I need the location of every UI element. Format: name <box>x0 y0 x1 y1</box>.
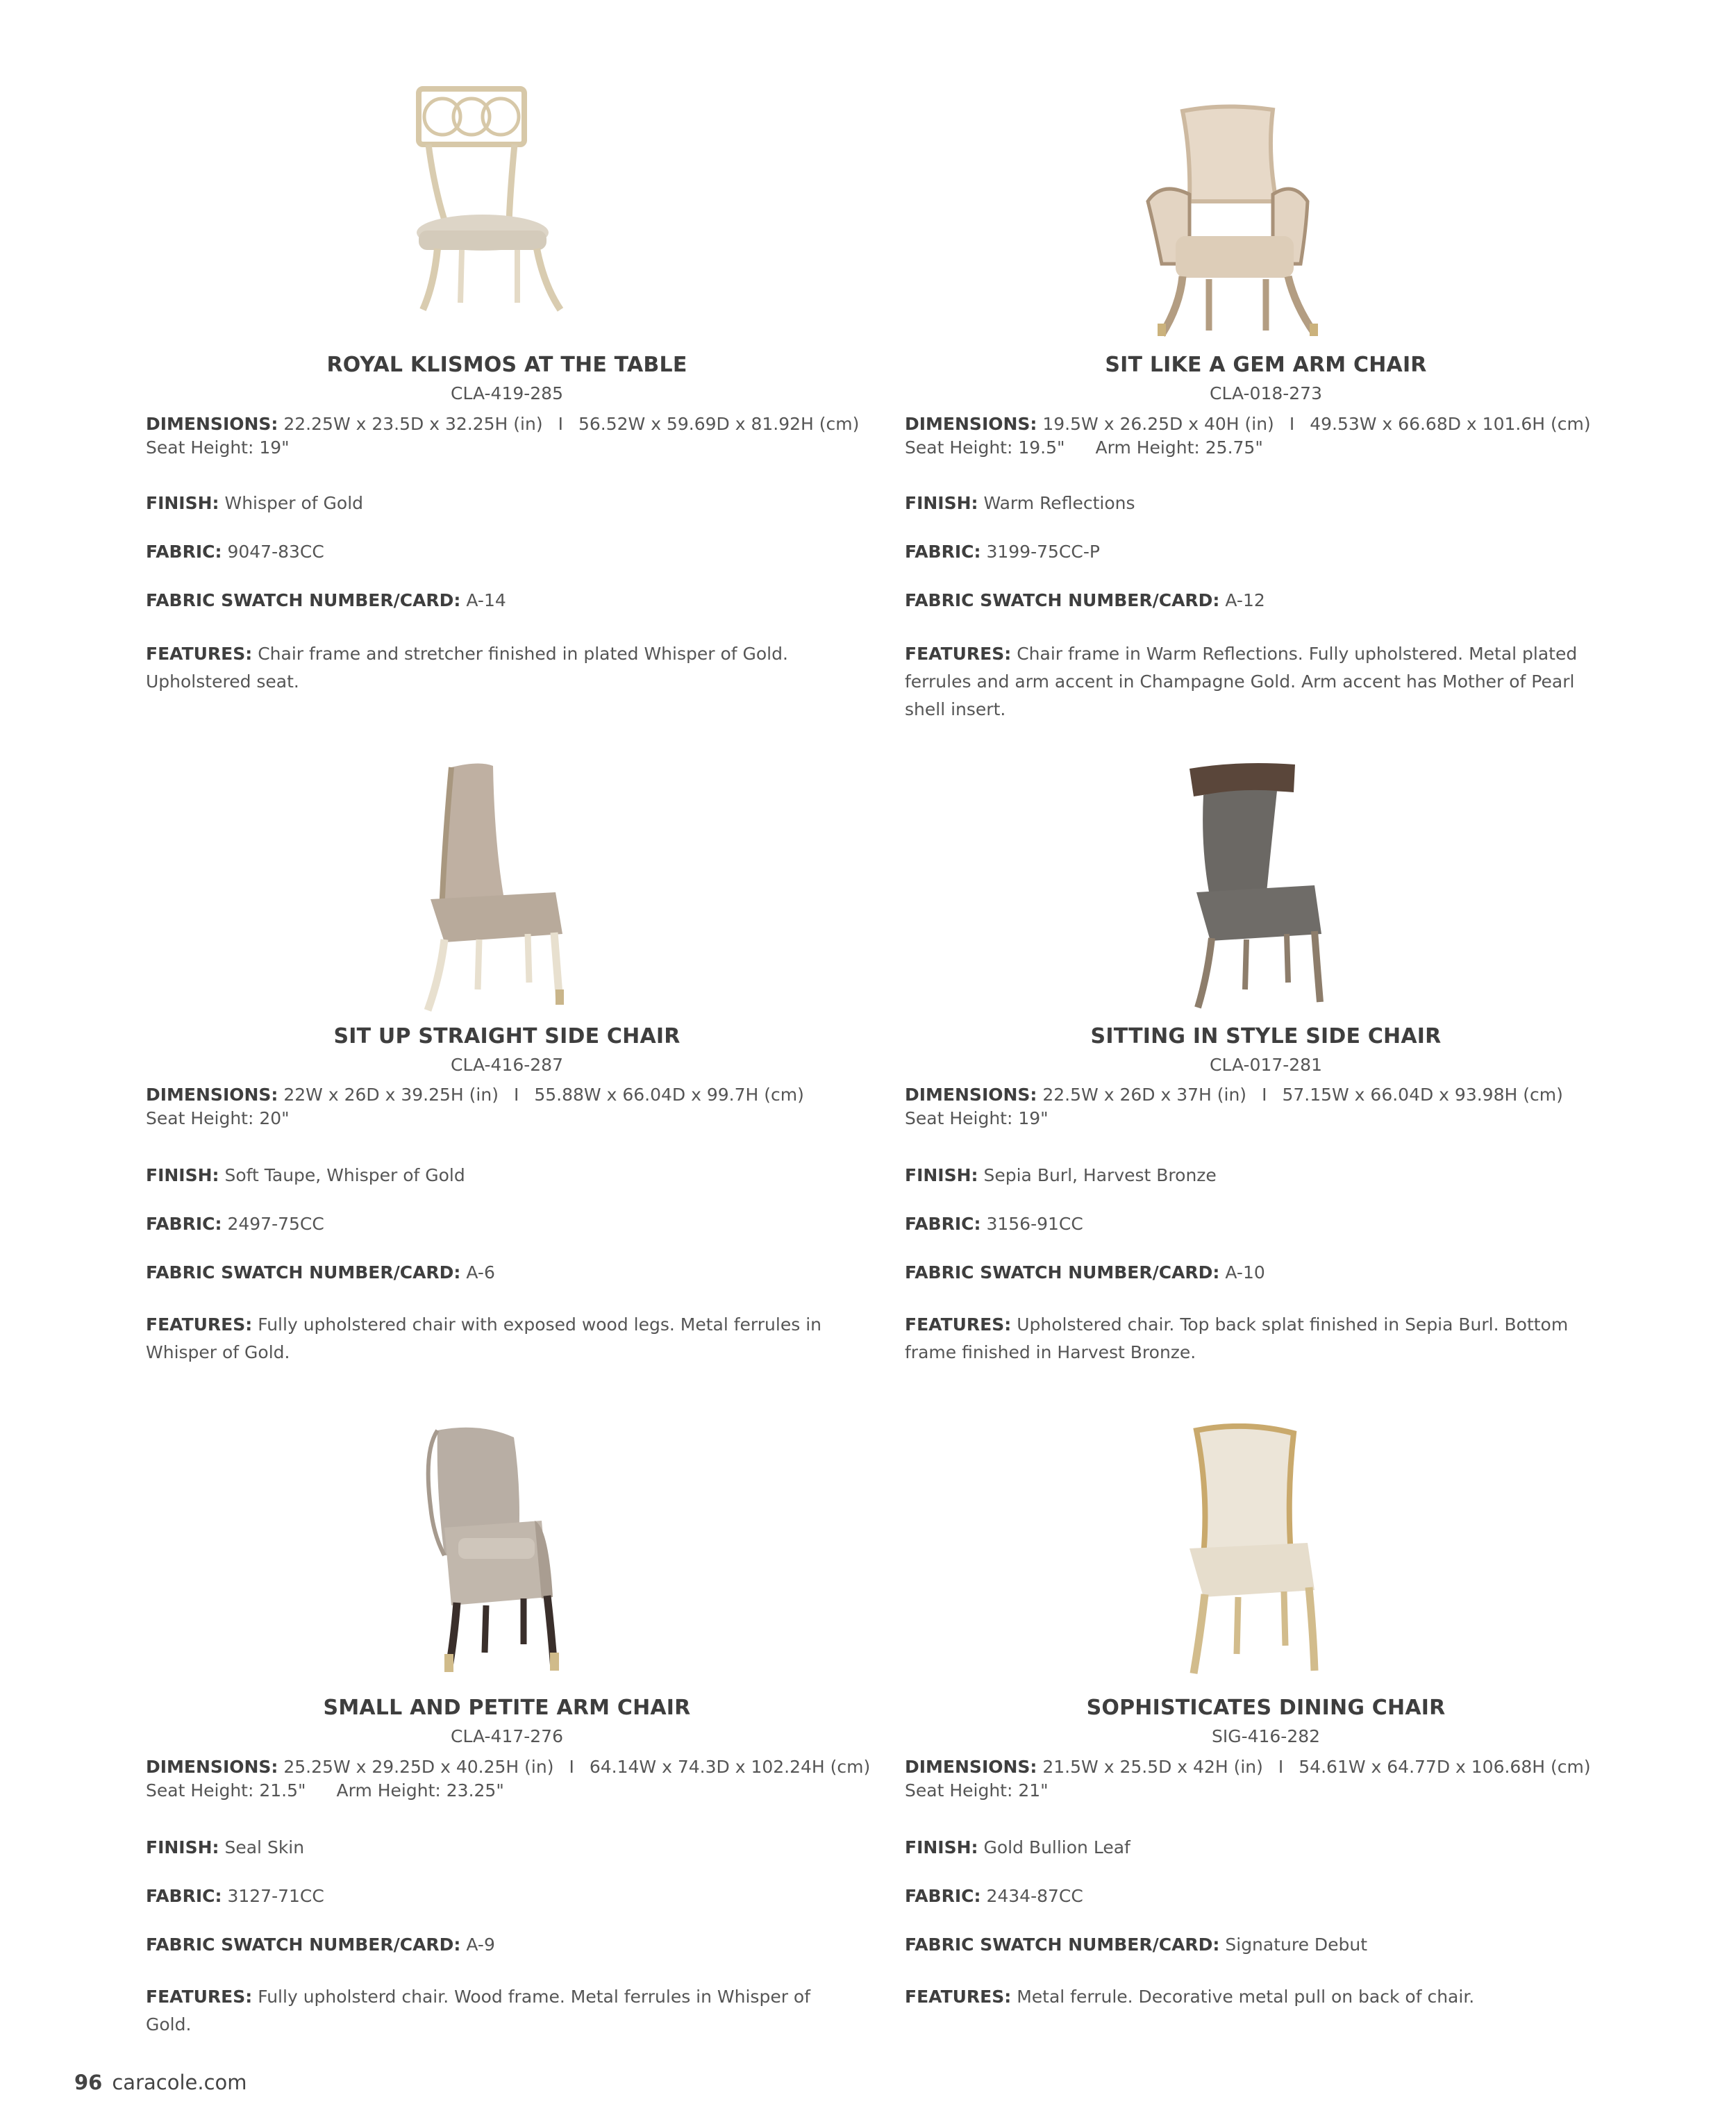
swatch-label: FABRIC SWATCH NUMBER/CARD: <box>905 590 1220 610</box>
finish-label: FINISH: <box>905 1837 978 1857</box>
dimensions-inches: 25.25W x 29.25D x 40.25H (in) <box>283 1757 554 1777</box>
height-row <box>146 1779 504 1803</box>
sitting-in-style-chair-image <box>1148 760 1335 1014</box>
dimensions-cm: 57.15W x 66.04D x 93.98H (cm) <box>1282 1085 1563 1105</box>
dimensions-row <box>905 1083 1563 1107</box>
product-image-area <box>146 76 868 312</box>
swatch-row <box>146 1933 495 1957</box>
dimensions-cm: 54.61W x 64.77D x 106.68H (cm) <box>1299 1757 1591 1777</box>
swatch-row <box>146 1261 495 1285</box>
seat-height: Seat Height: 19.5" <box>905 437 1065 458</box>
swatch-label: FABRIC SWATCH NUMBER/CARD: <box>146 1935 461 1955</box>
features-row <box>146 640 840 696</box>
height-row <box>146 1107 290 1130</box>
product-image-area <box>146 1423 868 1687</box>
fabric-value: 2434-87CC <box>986 1886 1083 1906</box>
fabric-row <box>146 1885 324 1908</box>
product-title: SMALL AND PETITE ARM CHAIR <box>323 1696 691 1720</box>
dimensions-cm: 55.88W x 66.04D x 99.7H (cm) <box>534 1085 804 1105</box>
seat-height: Seat Height: 21.5" <box>146 1780 306 1801</box>
finish-value: Whisper of Gold <box>224 493 364 513</box>
height-row <box>905 1779 1049 1803</box>
finish-row <box>905 492 1135 515</box>
page-footer <box>74 2071 247 2094</box>
fabric-row <box>905 1212 1083 1236</box>
features-row <box>905 1983 1599 2011</box>
finish-label: FINISH: <box>146 1837 219 1857</box>
height-row <box>146 436 290 460</box>
finish-label: FINISH: <box>905 1165 978 1185</box>
finish-value: Warm Reflections <box>983 493 1135 513</box>
finish-value: Seal Skin <box>224 1837 305 1857</box>
swatch-value: A-6 <box>466 1262 495 1283</box>
dimensions-inches: 22.25W x 23.5D x 32.25H (in) <box>283 414 543 434</box>
product-title: SIT UP STRAIGHT SIDE CHAIR <box>333 1024 681 1049</box>
fabric-row <box>146 1212 324 1236</box>
swatch-row <box>905 1933 1367 1957</box>
features-text: Metal ferrule. Decorative metal pull on back of chair. <box>1017 1987 1475 2007</box>
features-text: Chair frame and stretcher finished in plated Whisper of Gold. Upholstered seat. <box>146 644 788 692</box>
features-text: Fully upholsterd chair. Wood frame. Metal ferrules in Whisper of Gold. <box>146 1987 811 2035</box>
features-label: FEATURES: <box>905 1987 1012 2007</box>
fabric-label: FABRIC: <box>146 1886 222 1906</box>
dimensions-cm: 64.14W x 74.3D x 102.24H (cm) <box>589 1757 871 1777</box>
product-title: ROYAL KLISMOS AT THE TABLE <box>326 353 687 377</box>
dimensions-inches: 19.5W x 26.25D x 40H (in) <box>1042 414 1274 434</box>
fabric-value: 2497-75CC <box>227 1214 324 1234</box>
separator: I <box>569 1757 574 1777</box>
finish-row <box>905 1836 1130 1860</box>
finish-label: FINISH: <box>146 1165 219 1185</box>
product-sku: CLA-419-285 <box>451 383 563 403</box>
features-row <box>905 1311 1599 1367</box>
dimensions-label: DIMENSIONS: <box>146 414 278 434</box>
page-number: 96 <box>74 2071 103 2094</box>
features-label: FEATURES: <box>905 1314 1012 1335</box>
features-row <box>146 1311 840 1367</box>
features-label: FEATURES: <box>146 1314 253 1335</box>
finish-row <box>146 492 363 515</box>
arm-height: Arm Height: 25.75" <box>1095 437 1263 458</box>
fabric-label: FABRIC: <box>905 542 981 562</box>
seat-height: Seat Height: 21" <box>905 1780 1049 1801</box>
finish-value: Gold Bullion Leaf <box>983 1837 1130 1857</box>
finish-row <box>905 1164 1217 1187</box>
fabric-value: 9047-83CC <box>227 542 324 562</box>
features-text: Fully upholstered chair with exposed wood legs. Metal ferrules in Whisper of Gold. <box>146 1314 821 1362</box>
product-title: SITTING IN STYLE SIDE CHAIR <box>1090 1024 1442 1049</box>
dimensions-row <box>146 1755 870 1779</box>
fabric-label: FABRIC: <box>905 1214 981 1234</box>
swatch-value: Signature Debut <box>1225 1935 1368 1955</box>
swatch-row <box>905 1261 1265 1285</box>
features-text: Upholstered chair. Top back splat finished in Sepia Burl. Bottom frame finished in Harvest Bronze. <box>905 1314 1569 1362</box>
dimensions-row <box>146 1083 804 1107</box>
product-sku: CLA-417-276 <box>451 1726 563 1746</box>
fabric-label: FABRIC: <box>146 1214 222 1234</box>
product-sku: CLA-018-273 <box>1210 383 1322 403</box>
fabric-value: 3156-91CC <box>986 1214 1083 1234</box>
features-row <box>905 640 1599 724</box>
finish-value: Soft Taupe, Whisper of Gold <box>224 1165 465 1185</box>
swatch-row <box>905 589 1265 612</box>
product-sku: CLA-416-287 <box>451 1055 563 1075</box>
swatch-value: A-10 <box>1225 1262 1265 1283</box>
sit-up-straight-chair-image <box>375 760 576 1014</box>
gem-arm-chair-image <box>1134 97 1335 340</box>
swatch-label: FABRIC SWATCH NUMBER/CARD: <box>146 1262 461 1283</box>
dimensions-row <box>905 412 1591 436</box>
seat-height: Seat Height: 19" <box>905 1108 1049 1128</box>
dimensions-inches: 22.5W x 26D x 37H (in) <box>1042 1085 1247 1105</box>
height-row <box>905 436 1263 460</box>
finish-row <box>146 1836 304 1860</box>
separator: I <box>513 1085 519 1105</box>
separator: I <box>1262 1085 1267 1105</box>
dimensions-inches: 21.5W x 25.5D x 42H (in) <box>1042 1757 1263 1777</box>
features-row <box>146 1983 840 2039</box>
dimensions-label: DIMENSIONS: <box>146 1085 278 1105</box>
swatch-value: A-14 <box>466 590 506 610</box>
fabric-label: FABRIC: <box>146 542 222 562</box>
small-petite-arm-chair-image <box>375 1423 583 1687</box>
dimensions-inches: 22W x 26D x 39.25H (in) <box>283 1085 499 1105</box>
height-row <box>905 1107 1049 1130</box>
product-sku: CLA-017-281 <box>1210 1055 1322 1075</box>
klismos-chair-image <box>378 76 573 312</box>
site-link[interactable]: caracole.com <box>112 2071 247 2094</box>
features-label: FEATURES: <box>905 644 1012 664</box>
product-image-area <box>905 1423 1627 1687</box>
swatch-value: A-9 <box>466 1935 495 1955</box>
product-image-area <box>905 750 1627 1014</box>
dimensions-cm: 49.53W x 66.68D x 101.6H (cm) <box>1310 414 1591 434</box>
features-label: FEATURES: <box>146 644 253 664</box>
fabric-value: 3199-75CC-P <box>986 542 1100 562</box>
product-sku: SIG-416-282 <box>1211 1726 1321 1746</box>
features-label: FEATURES: <box>146 1987 253 2007</box>
dimensions-cm: 56.52W x 59.69D x 81.92H (cm) <box>578 414 860 434</box>
finish-label: FINISH: <box>905 493 978 513</box>
fabric-row <box>905 540 1100 564</box>
seat-height: Seat Height: 19" <box>146 437 290 458</box>
dimensions-label: DIMENSIONS: <box>146 1757 278 1777</box>
product-image-area <box>146 750 868 1014</box>
finish-value: Sepia Burl, Harvest Bronze <box>983 1165 1217 1185</box>
dimensions-row <box>905 1755 1591 1779</box>
dimensions-label: DIMENSIONS: <box>905 1757 1037 1777</box>
swatch-row <box>146 589 506 612</box>
product-title: SOPHISTICATES DINING CHAIR <box>1086 1696 1446 1720</box>
sophisticates-dining-chair-image <box>1148 1423 1335 1687</box>
features-text: Chair frame in Warm Reflections. Fully upholstered. Metal plated ferrules and arm accent in Champagne Gold. Arm accent has Mother of Pearl shell insert. <box>905 644 1578 719</box>
fabric-value: 3127-71CC <box>227 1886 324 1906</box>
dimensions-label: DIMENSIONS: <box>905 1085 1037 1105</box>
swatch-label: FABRIC SWATCH NUMBER/CARD: <box>146 590 461 610</box>
swatch-label: FABRIC SWATCH NUMBER/CARD: <box>905 1262 1220 1283</box>
fabric-row <box>146 540 324 564</box>
product-title: SIT LIKE A GEM ARM CHAIR <box>1105 353 1427 377</box>
fabric-label: FABRIC: <box>905 1886 981 1906</box>
finish-row <box>146 1164 465 1187</box>
separator: I <box>1289 414 1295 434</box>
separator: I <box>558 414 563 434</box>
seat-height: Seat Height: 20" <box>146 1108 290 1128</box>
dimensions-label: DIMENSIONS: <box>905 414 1037 434</box>
fabric-row <box>905 1885 1083 1908</box>
swatch-label: FABRIC SWATCH NUMBER/CARD: <box>905 1935 1220 1955</box>
separator: I <box>1278 1757 1284 1777</box>
finish-label: FINISH: <box>146 493 219 513</box>
arm-height: Arm Height: 23.25" <box>336 1780 504 1801</box>
dimensions-row <box>146 412 859 436</box>
product-image-area <box>905 76 1627 340</box>
swatch-value: A-12 <box>1225 590 1265 610</box>
